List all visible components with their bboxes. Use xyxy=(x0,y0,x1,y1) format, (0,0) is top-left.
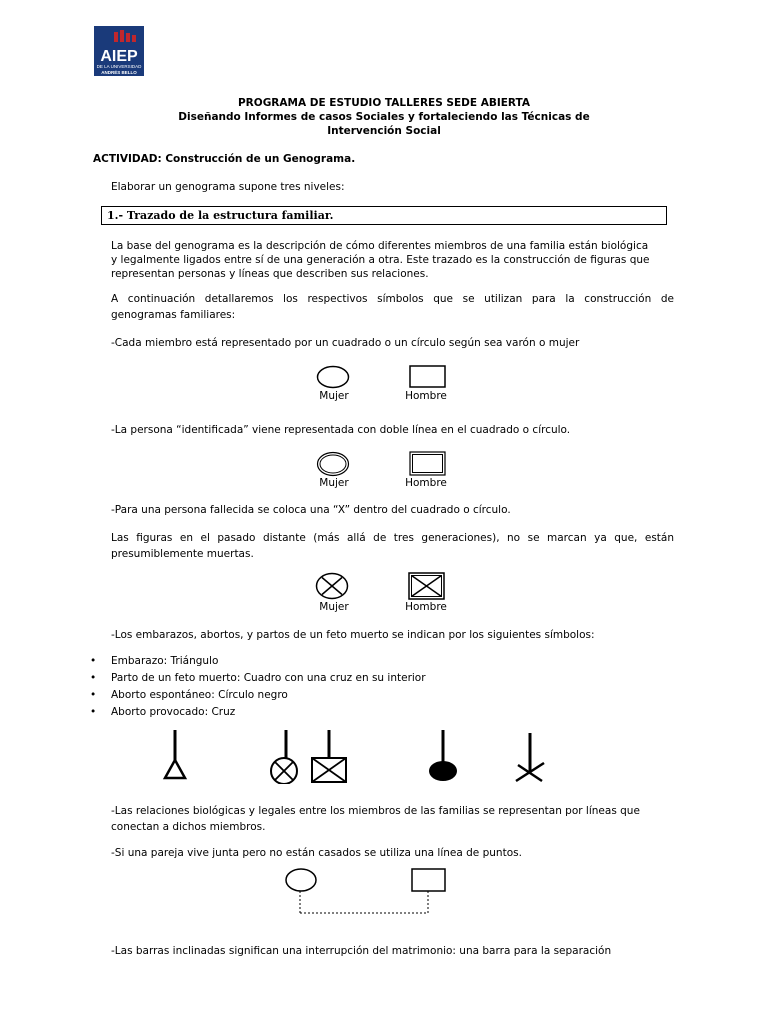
header-subtitle: Diseñando Informes de casos Sociales y fortaleciendo las Técnicas de xyxy=(178,111,590,123)
section-title: 1.- Trazado de la estructura familiar. xyxy=(101,206,667,225)
label-man: Hombre xyxy=(405,601,447,613)
activity-heading: ACTIVIDAD: Construcción de un Genograma. xyxy=(93,153,356,165)
label-man: Hombre xyxy=(405,477,447,489)
item-cohabitation: -Si una pareja vive junta pero no están casados se utiliza una línea de puntos. xyxy=(111,847,522,859)
circle-woman-icon xyxy=(316,365,350,393)
aiep-logo xyxy=(94,26,144,76)
symbols-list xyxy=(90,655,426,723)
list-item: • Aborto espontáneo: Círculo negro xyxy=(90,689,288,701)
pregnancy-triangle-icon xyxy=(160,730,190,786)
svg-text:DE LA UNIVERSIDAD: DE LA UNIVERSIDAD xyxy=(96,64,142,69)
paragraph-symbols: A continuación detallaremos los respectivos símbolos que se utilizan para la construcción de genogramas familiares: xyxy=(111,293,674,321)
svg-text:ANDRÉS BELLO: ANDRÉS BELLO xyxy=(101,70,137,75)
item-identified: -La persona “identificada” viene representada con doble línea en el cuadrado o círculo. xyxy=(111,424,571,436)
logo-text: AIEP xyxy=(100,48,138,65)
intro-text: Elaborar un genograma supone tres niveles: xyxy=(111,181,345,193)
header-subtitle-2: Intervención Social xyxy=(327,125,441,137)
list-item: • Embarazo: Triángulo xyxy=(90,655,219,667)
label-woman: Mujer xyxy=(319,477,349,489)
label-woman: Mujer xyxy=(319,390,349,402)
label-woman: Mujer xyxy=(319,601,349,613)
item-pregnancy: -Los embarazos, abortos, y partos de un feto muerto se indican por los siguientes símbolos: xyxy=(111,629,595,641)
item-relations: -Las relaciones biológicas y legales entre los miembros de las familias se representan por líneas que conectan a dichos miembros. xyxy=(111,805,640,833)
header-title: PROGRAMA DE ESTUDIO TALLERES SEDE ABIERTA xyxy=(237,97,531,109)
paragraph-base: La base del genograma es la descripción de cómo diferentes miembros de una familia están biológica y legalmente ligados entre sí de una generación a otra. Este trazado es la construcción de figuras que representan personas y líneas que describen sus relaciones. xyxy=(111,240,650,280)
deceased-square-icon xyxy=(408,572,446,604)
list-item: • Parto de un feto muerto: Cuadro con una cruz en su interior xyxy=(90,672,426,684)
deceased-circle-icon xyxy=(315,572,349,604)
square-man-icon xyxy=(409,365,447,393)
item-deceased: -Para una persona fallecida se coloca una “X” dentro del cuadrado o círculo. xyxy=(111,504,511,516)
item-members: -Cada miembro está representado por un cuadrado o un círculo según sea varón o mujer xyxy=(111,337,580,349)
label-man: Hombre xyxy=(405,390,447,402)
paragraph-distant: Las figuras en el pasado distante (más allá de tres generaciones), no se marcan ya que, están presumiblemente muertas. xyxy=(111,532,674,560)
induced-abortion-cross-icon xyxy=(510,733,548,789)
list-item: • Aborto provocado: Cruz xyxy=(90,706,236,718)
item-separation: -Las barras inclinadas significan una interrupción del matrimonio: una barra para la separación xyxy=(111,945,612,957)
spontaneous-abortion-icon xyxy=(426,730,462,786)
cohabitation-diagram xyxy=(282,866,452,922)
stillbirth-icon xyxy=(264,730,354,788)
